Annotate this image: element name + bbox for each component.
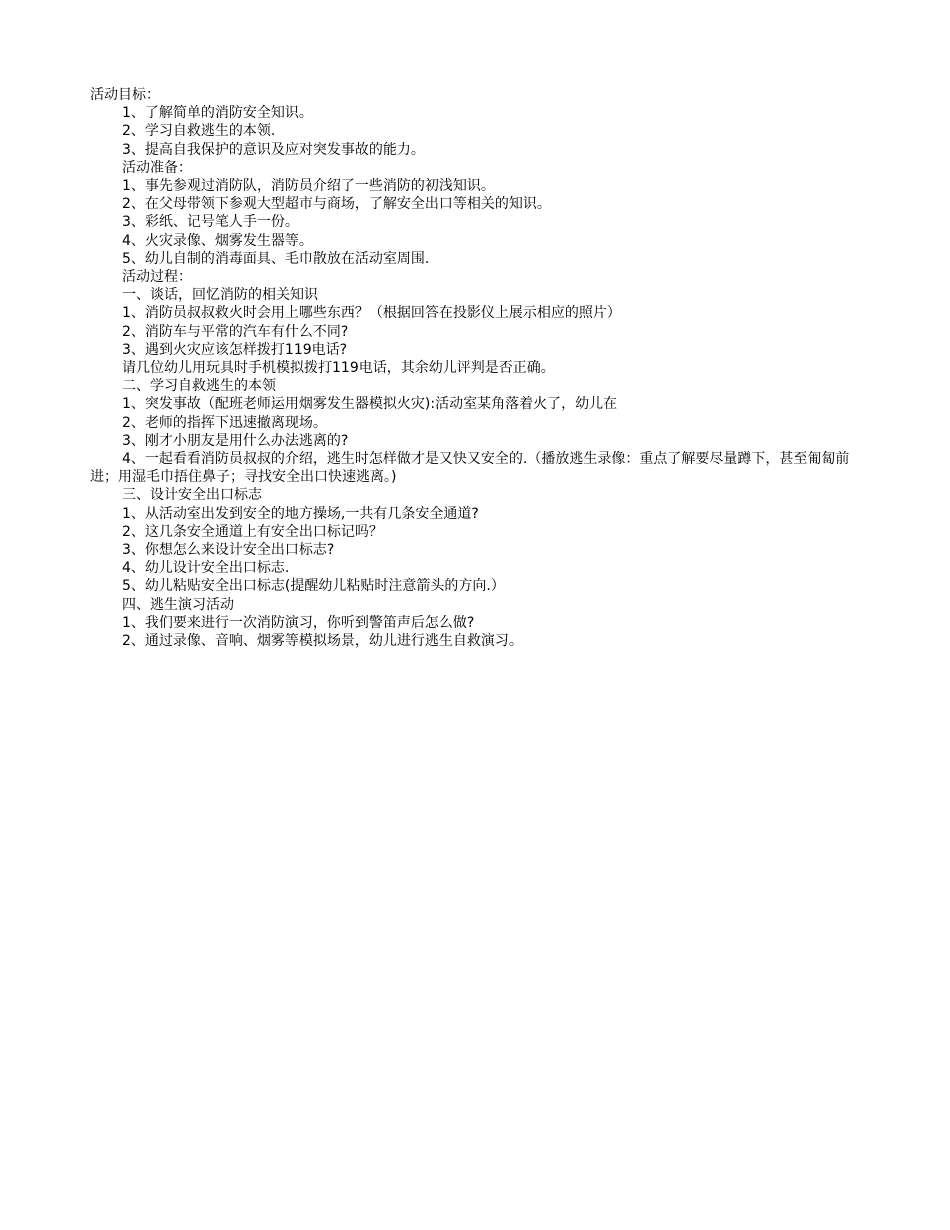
section-heading-process: 活动过程： <box>122 269 192 286</box>
process-item: 1、从活动室出发到安全的地方操场,一共有几条安全通道? <box>122 505 479 522</box>
goal-item: 3、提高自我保护的意识及应对突发事故的能力。 <box>122 141 425 158</box>
process-subheading: 二、学习自救逃生的本领 <box>122 378 276 395</box>
process-item: 3、刚才小朋友是用什么办法逃离的? <box>122 432 349 449</box>
process-item: 5、幼儿粘贴安全出口标志(提醒幼儿粘贴时注意箭头的方向.） <box>122 578 505 595</box>
process-item: 3、你想怎么来设计安全出口标志? <box>122 542 335 559</box>
section-heading-goals: 活动目标： <box>90 87 160 103</box>
process-item: 2、消防车与平常的汽车有什么不同? <box>122 323 349 340</box>
process-subheading: 三、设计安全出口标志 <box>122 487 262 504</box>
preparation-item: 2、在父母带领下参观大型超市与商场，了解安全出口等相关的知识。 <box>122 196 551 213</box>
process-item: 2、老师的指挥下迅速撤离现场。 <box>122 414 327 431</box>
preparation-item: 3、彩纸、记号笔人手一份。 <box>122 214 299 231</box>
process-item: 2、这几条安全通道上有安全出口标记吗？ <box>122 523 383 540</box>
process-item: 请几位幼儿用玩具时手机模拟拨打119电话，其余幼儿评判是否正确。 <box>122 360 555 377</box>
goal-item: 1、了解简单的消防安全知识。 <box>122 105 313 122</box>
process-item: 1、消防员叔叔救火时会用上哪些东西？（根据回答在投影仪上展示相应的照片） <box>122 305 621 322</box>
process-item-wrapped: 4、一起看看消防员叔叔的介绍，逃生时怎样做才是又快又安全的.（播放逃生录像：重点了解要尽量蹲下，甚至匍匐前进；用湿毛巾捂住鼻子；寻找安全出口快速逃离。) <box>90 451 850 486</box>
process-item: 2、通过录像、音响、烟雾等模拟场景，幼儿进行逃生自救演习。 <box>122 633 523 650</box>
process-item: 1、我们要来进行一次消防演习，你听到警笛声后怎么做? <box>122 614 475 631</box>
document-body <box>90 86 860 650</box>
preparation-item: 5、幼儿自制的消毒面具、毛巾散放在活动室周围. <box>122 250 430 267</box>
preparation-item: 4、火灾录像、烟雾发生器等。 <box>122 232 313 249</box>
section-heading-preparation: 活动准备： <box>122 159 192 176</box>
process-subheading: 四、逃生演习活动 <box>122 596 234 613</box>
process-item: 3、遇到火灾应该怎样拨打119电话? <box>122 341 348 358</box>
preparation-item: 1、事先参观过消防队，消防员介绍了一些消防的初浅知识。 <box>122 178 495 195</box>
process-subheading: 一、谈话，回忆消防的相关知识 <box>122 287 318 304</box>
process-item: 1、突发事故（配班老师运用烟雾发生器模拟火灾):活动室某角落着火了，幼儿在 <box>122 396 618 413</box>
process-item: 4、幼儿设计安全出口标志. <box>122 560 290 577</box>
goal-item: 2、学习自救逃生的本领. <box>122 123 276 140</box>
